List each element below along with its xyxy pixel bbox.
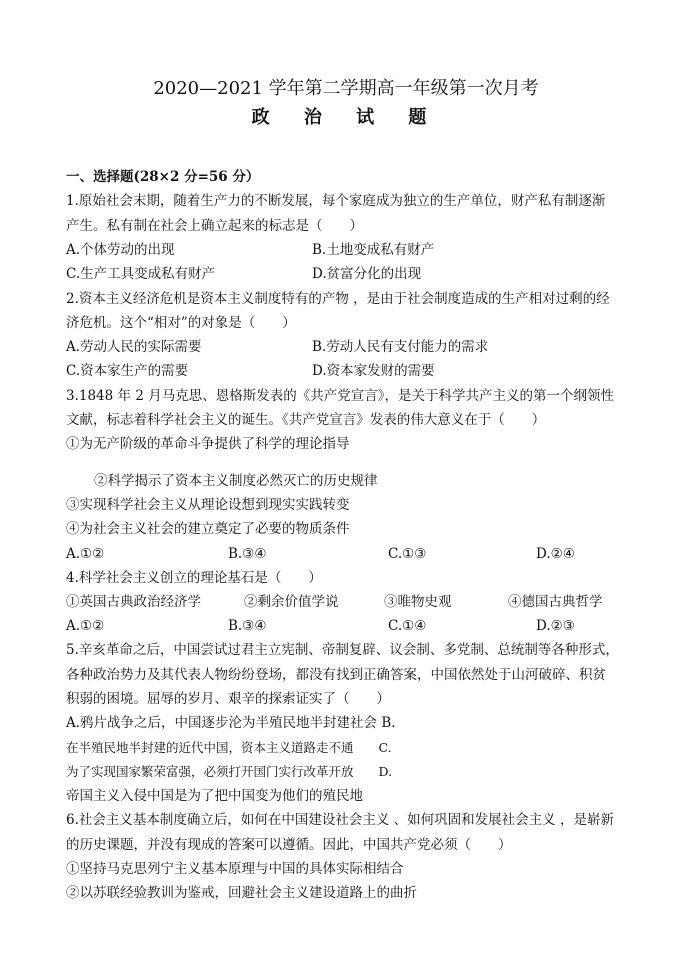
q3-statement-1: ①为无产阶级的革命斗争提供了科学的理论指导 [66, 436, 350, 452]
q4-statement-1: ①英国古典政治经济学 [66, 594, 201, 610]
q3-option-d: D.②④ [536, 546, 575, 562]
q5-option-line2: 在半殖民地半封建的近代中国，资本主义道路走不通 C. [66, 740, 392, 755]
q6-statement-1: ①坚持马克思列宁主义基本原理与中国的具体实际相结合 [66, 861, 404, 877]
q4-option-c: C.①④ [388, 618, 427, 634]
q1-option-b: B.土地变成私有财产 [312, 242, 435, 258]
q4-option-d: D.②③ [536, 618, 575, 634]
q2-stem-line1: 2.资本主义经济危机是资本主义制度特有的产物 ，是由于社会制度造成的生产相对过剩的经 [66, 291, 610, 307]
q1-stem-line1: 1.原始社会末期，随着生产力的不断发展，每个家庭成为独立的生产单位，财产私有制逐渐 [66, 193, 606, 209]
q1-option-d: D.贫富分化的出现 [312, 266, 422, 282]
q3-option-c: C.①③ [388, 546, 427, 562]
q6-stem-line1: 6.社会主义基本制度确立后，如何在中国建设社会主义 、如何巩固和发展社会主义 ，是崭新 [66, 812, 614, 828]
q3-statement-2: ②科学揭示了资本主义制度必然灭亡的历史规律 [94, 473, 378, 489]
q4-statement-2: ②剩余价值学说 [244, 594, 339, 610]
exam-subtitle: 政 治 试 题 [251, 107, 441, 128]
q3-statement-3: ③实现科学社会主义从理论设想到现实实践转变 [66, 497, 350, 513]
section-heading: 一、选择题(28×2 分=56 分） [66, 169, 260, 185]
q1-option-c: C.生产工具变成私有财产 [66, 266, 216, 282]
q2-option-d: D.资本家发财的需要 [312, 363, 435, 379]
q5-option-line3: 为了实现国家繁荣富强，必须打开国门实行改革开放 D. [66, 764, 393, 779]
q2-option-a: A.劳动人民的实际需要 [66, 339, 202, 355]
q6-stem-line2: 的历史课题，并没有现成的答案可以遵循。因此，中国共产党必须（ ） [66, 837, 512, 853]
q5-stem-line3: 积弱的困境。屈辱的岁月、艰辛的探索证实了（ ） [66, 691, 390, 707]
q3-option-b: B.③④ [228, 546, 267, 562]
q4-option-b: B.③④ [228, 618, 267, 634]
q3-option-a: A.①② [66, 546, 105, 562]
q3-stem-line1: 3.1848 年 2 月马克思、恩格斯发表的《共产党宣言》，是关于科学共产主义的第一个纲领性 [66, 388, 614, 404]
q6-statement-2: ②以苏联经验教训为鉴戒，回避社会主义建设道路上的曲折 [66, 885, 417, 901]
q2-stem-line2: 济危机。这个“相对”的对象是（ ） [66, 315, 296, 331]
q4-statement-3: ③唯物史观 [384, 594, 452, 610]
q4-stem: 4.科学社会主义创立的理论基石是（ ） [66, 570, 322, 586]
q4-statement-4: ④德国古典哲学 [508, 594, 603, 610]
q5-option-line4: 帝国主义入侵中国是为了把中国变为他们的殖民地 [66, 788, 363, 804]
q5-stem-line1: 5.辛亥革命之后，中国尝试过君主立宪制、帝制复辟、议会制、多党制、总统制等各种形式， [66, 642, 619, 658]
q1-option-a: A.个体劳动的出现 [66, 242, 175, 258]
exam-title: 2020—2021 学年第二学期高一年级第一次月考 [153, 78, 539, 99]
q3-stem-line2: 文献，标志着科学社会主义的诞生。《共产党宣言》发表的伟大意义在于（ ） [66, 412, 546, 428]
q1-stem-line2: 产生。私有制在社会上确立起来的标志是（ ） [66, 218, 363, 234]
q3-statement-4: ④为社会主义社会的建立奠定了必要的物质条件 [66, 521, 350, 537]
q2-option-b: B.劳动人民有支付能力的需求 [312, 339, 489, 355]
q2-option-c: C.资本家生产的需要 [66, 363, 189, 379]
q4-option-a: A.①② [66, 618, 105, 634]
q5-option-line1: A.鸦片战争之后，中国逐步沦为半殖民地半封建社会 B. [66, 715, 396, 731]
q5-stem-line2: 各种政治势力及其代表人物纷纷登场，都没有找到正确答案，中国依然处于山河破碎、积贫 [66, 667, 606, 683]
